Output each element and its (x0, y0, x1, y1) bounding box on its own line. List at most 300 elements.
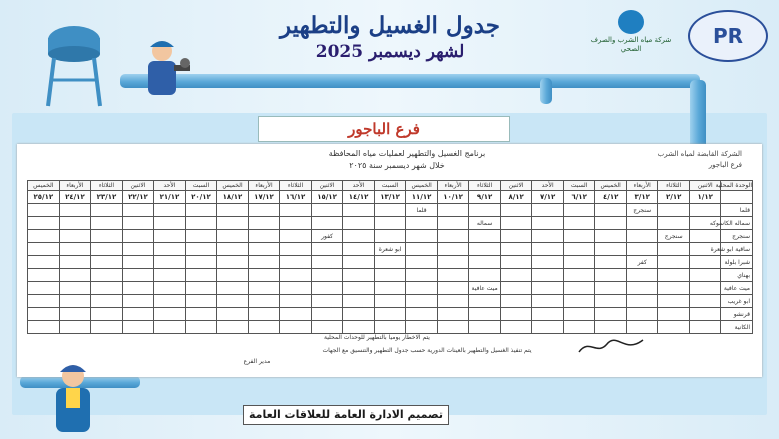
schedule-cell (343, 230, 375, 243)
schedule-cell (532, 256, 564, 269)
date-cell: ٢٥/١٢ (28, 191, 60, 204)
schedule-cell (658, 295, 690, 308)
schedule-cell (469, 243, 501, 256)
schedule-cell (532, 308, 564, 321)
area-cell: ابو غريب (721, 295, 753, 308)
schedule-cell (91, 243, 123, 256)
schedule-cell (217, 204, 249, 217)
pipe-drop (540, 78, 552, 104)
schedule-cell (280, 308, 312, 321)
area-cell: قرنشو (721, 308, 753, 321)
schedule-cell (374, 230, 406, 243)
schedule-cell (28, 204, 60, 217)
schedule-cell (343, 308, 375, 321)
date-cell: ١١/١٢ (406, 191, 438, 204)
schedule-cell (406, 217, 438, 230)
schedule-cell (563, 269, 595, 282)
schedule-cell (437, 295, 469, 308)
day-header: الثلاثاء (91, 181, 123, 191)
schedule-cell: سنجرج (658, 230, 690, 243)
schedule-cell (217, 282, 249, 295)
schedule-cell (626, 217, 658, 230)
area-cell: قلما (721, 204, 753, 217)
area-cell: بهناي (721, 269, 753, 282)
schedule-cell (248, 243, 280, 256)
schedule-cell (658, 321, 690, 334)
branch-name: فرع الباجور (258, 116, 510, 142)
area-cell: سماله الكاسوكه (721, 217, 753, 230)
schedule-cell (532, 204, 564, 217)
schedule-cell (59, 321, 91, 334)
date-cell: ١٨/١٢ (217, 191, 249, 204)
day-header: الاثنين (500, 181, 532, 191)
schedule-cell (658, 282, 690, 295)
schedule-cell (280, 295, 312, 308)
schedule-cell (59, 230, 91, 243)
schedule-cell (28, 308, 60, 321)
schedule-cell (500, 269, 532, 282)
schedule-cell (343, 243, 375, 256)
schedule-cell (595, 295, 627, 308)
water-tower-icon (42, 20, 112, 106)
schedule-cell (154, 282, 186, 295)
date-cell: ٢٢/١٢ (122, 191, 154, 204)
schedule-cell (280, 269, 312, 282)
schedule-cell (343, 256, 375, 269)
area-cell: ساقية ابو شعرة (721, 243, 753, 256)
schedule-cell (595, 269, 627, 282)
schedule-cell (689, 256, 721, 269)
schedule-cell (217, 243, 249, 256)
schedule-cell (154, 269, 186, 282)
schedule-cell (280, 243, 312, 256)
schedule-cell (689, 230, 721, 243)
schedule-cell (500, 321, 532, 334)
date-cell: ٦/١٢ (563, 191, 595, 204)
schedule-cell (91, 204, 123, 217)
schedule-cell (500, 308, 532, 321)
schedule-cell (280, 230, 312, 243)
table-row (28, 230, 753, 243)
schedule-cell (374, 308, 406, 321)
schedule-cell (595, 243, 627, 256)
schedule-cell (626, 282, 658, 295)
schedule-cell (343, 321, 375, 334)
plumber-worker-icon (136, 35, 194, 100)
day-header: الاثنين (689, 181, 721, 191)
day-header: الخميس (28, 181, 60, 191)
schedule-cell (658, 269, 690, 282)
schedule-cell (122, 217, 154, 230)
schedule-cell (217, 321, 249, 334)
schedule-cell (658, 204, 690, 217)
schedule-cell (374, 321, 406, 334)
schedule-cell (689, 295, 721, 308)
schedule-cell (28, 295, 60, 308)
schedule-cell (563, 282, 595, 295)
schedule-table (27, 180, 753, 334)
schedule-cell (154, 321, 186, 334)
table-row (28, 204, 753, 217)
schedule-cell (500, 217, 532, 230)
schedule-cell (248, 308, 280, 321)
schedule-cell (280, 282, 312, 295)
date-cell: ٢٠/١٢ (185, 191, 217, 204)
schedule-cell (59, 217, 91, 230)
schedule-cell (185, 230, 217, 243)
date-row-label (721, 191, 753, 204)
table-row (28, 243, 753, 256)
schedule-cell (532, 282, 564, 295)
water-company-logo (584, 10, 678, 58)
schedule-cell (500, 230, 532, 243)
schedule-cell (185, 217, 217, 230)
schedule-cell (248, 217, 280, 230)
schedule-cell (532, 295, 564, 308)
schedule-cell (532, 217, 564, 230)
schedule-cell (374, 204, 406, 217)
schedule-cell: سماله (469, 217, 501, 230)
schedule-document (17, 144, 762, 377)
schedule-cell (563, 321, 595, 334)
schedule-cell (626, 308, 658, 321)
schedule-cell (437, 217, 469, 230)
schedule-cell (406, 230, 438, 243)
schedule-cell (437, 230, 469, 243)
date-cell: ٩/١٢ (469, 191, 501, 204)
schedule-cell (437, 282, 469, 295)
schedule-cell (532, 243, 564, 256)
schedule-cell (406, 282, 438, 295)
schedule-cell (374, 256, 406, 269)
schedule-cell (406, 269, 438, 282)
schedule-cell (217, 230, 249, 243)
schedule-cell (59, 308, 91, 321)
doc-footer-line: يتم الاخطار يوميا بالتطهير للوحدات المحلية (324, 334, 430, 341)
date-row (28, 191, 753, 204)
schedule-cell (91, 308, 123, 321)
schedule-cell (28, 321, 60, 334)
schedule-cell (595, 282, 627, 295)
schedule-cell (248, 256, 280, 269)
schedule-cell (626, 243, 658, 256)
schedule-cell (469, 230, 501, 243)
day-header: الاثنين (122, 181, 154, 191)
design-credit: تصميم الادارة العامة للعلاقات العامة (243, 405, 449, 425)
schedule-cell (28, 269, 60, 282)
schedule-cell (280, 321, 312, 334)
schedule-cell: قلما (406, 204, 438, 217)
day-header: السبت (185, 181, 217, 191)
schedule-cell (154, 204, 186, 217)
area-cell: ميت عافية (721, 282, 753, 295)
table-row (28, 217, 753, 230)
table-row (28, 308, 753, 321)
schedule-cell (311, 217, 343, 230)
schedule-cell (689, 321, 721, 334)
schedule-cell (91, 256, 123, 269)
schedule-cell (248, 204, 280, 217)
schedule-cell (469, 256, 501, 269)
schedule-cell (658, 217, 690, 230)
schedule-cell (28, 217, 60, 230)
day-header: الأربعاء (626, 181, 658, 191)
day-header: الأربعاء (248, 181, 280, 191)
day-header: الثلاثاء (469, 181, 501, 191)
schedule-cell (122, 243, 154, 256)
date-cell: ١٧/١٢ (248, 191, 280, 204)
schedule-cell (437, 204, 469, 217)
schedule-cell (311, 321, 343, 334)
schedule-cell (563, 256, 595, 269)
schedule-cell (595, 217, 627, 230)
area-header: الوحدة المحلية (715, 182, 752, 189)
day-header: الأربعاء (437, 181, 469, 191)
table-row (28, 295, 753, 308)
day-header-row (28, 181, 753, 191)
schedule-cell (185, 295, 217, 308)
schedule-cell (185, 269, 217, 282)
schedule-cell (122, 269, 154, 282)
schedule-cell (154, 308, 186, 321)
schedule-cell: ميت عافية (469, 282, 501, 295)
schedule-cell (185, 243, 217, 256)
schedule-cell (217, 256, 249, 269)
schedule-cell (28, 282, 60, 295)
schedule-cell (343, 269, 375, 282)
date-cell: ٢٣/١٢ (91, 191, 123, 204)
page-title: جدول الغسيل والتطهير (279, 12, 501, 39)
schedule-cell (248, 295, 280, 308)
doc-corner-line1: الشركة القابضة لمياه الشرب (657, 150, 742, 158)
signature-icon (577, 334, 647, 358)
doc-subheading: خلال شهر ديسمبر سنة ٢٠٢٥ (349, 161, 445, 170)
schedule-cell (154, 295, 186, 308)
schedule-cell (59, 204, 91, 217)
schedule-cell (437, 256, 469, 269)
schedule-cell (689, 282, 721, 295)
schedule-cell (595, 204, 627, 217)
schedule-cell (469, 295, 501, 308)
schedule-cell (122, 256, 154, 269)
schedule-cell (343, 204, 375, 217)
area-cell: الكانية (721, 321, 753, 334)
schedule-cell (185, 308, 217, 321)
schedule-cell (311, 243, 343, 256)
schedule-cell (185, 282, 217, 295)
schedule-cell (469, 321, 501, 334)
schedule-cell (626, 321, 658, 334)
schedule-cell (28, 230, 60, 243)
schedule-cell (563, 308, 595, 321)
schedule-cell (311, 282, 343, 295)
schedule-cell (311, 204, 343, 217)
date-cell: ٨/١٢ (500, 191, 532, 204)
table-row (28, 321, 753, 334)
schedule-cell: ابو شعرة (374, 243, 406, 256)
schedule-cell (59, 295, 91, 308)
day-header: السبت (374, 181, 406, 191)
schedule-cell (437, 321, 469, 334)
schedule-cell (626, 295, 658, 308)
water-drop-icon (618, 10, 644, 34)
date-cell: ١/١٢ (689, 191, 721, 204)
day-header: الأحد (154, 181, 186, 191)
schedule-cell (500, 282, 532, 295)
schedule-cell (154, 230, 186, 243)
schedule-cell (532, 230, 564, 243)
table-row (28, 282, 753, 295)
schedule-cell (343, 282, 375, 295)
schedule-cell (311, 269, 343, 282)
schedule-cell (59, 269, 91, 282)
date-cell: ١٥/١٢ (311, 191, 343, 204)
schedule-cell (374, 295, 406, 308)
schedule-cell (91, 295, 123, 308)
schedule-cell (563, 217, 595, 230)
technician-worker-icon (40, 358, 106, 438)
schedule-cell (91, 282, 123, 295)
schedule-cell (217, 308, 249, 321)
schedule-cell (248, 269, 280, 282)
schedule-cell (154, 217, 186, 230)
schedule-cell (280, 204, 312, 217)
company-logo (688, 10, 768, 62)
schedule-cell (595, 256, 627, 269)
schedule-cell (185, 321, 217, 334)
schedule-cell (658, 308, 690, 321)
schedule-cell (563, 230, 595, 243)
schedule-cell (563, 204, 595, 217)
schedule-cell (59, 256, 91, 269)
schedule-cell (563, 243, 595, 256)
schedule-cell (595, 230, 627, 243)
date-cell: ٢٤/١٢ (59, 191, 91, 204)
schedule-cell: سنجرج (626, 204, 658, 217)
schedule-cell (469, 204, 501, 217)
schedule-cell (406, 295, 438, 308)
schedule-cell (532, 269, 564, 282)
day-header: الخميس (406, 181, 438, 191)
schedule-cell (406, 256, 438, 269)
schedule-cell (122, 295, 154, 308)
schedule-cell (28, 256, 60, 269)
schedule-cell (91, 217, 123, 230)
schedule-cell (122, 230, 154, 243)
day-header: الثلاثاء (658, 181, 690, 191)
day-header: الخميس (217, 181, 249, 191)
schedule-cell: كفور (311, 230, 343, 243)
schedule-cell: كفر (626, 256, 658, 269)
schedule-cell (122, 204, 154, 217)
schedule-cell (595, 321, 627, 334)
table-row (28, 256, 753, 269)
schedule-cell (500, 295, 532, 308)
schedule-cell (122, 282, 154, 295)
day-header: السبت (563, 181, 595, 191)
schedule-cell (500, 204, 532, 217)
schedule-cell (500, 243, 532, 256)
schedule-cell (248, 230, 280, 243)
schedule-cell (626, 230, 658, 243)
pipe-right (690, 80, 706, 150)
date-cell: ٢/١٢ (658, 191, 690, 204)
schedule-cell (626, 269, 658, 282)
schedule-cell (217, 217, 249, 230)
schedule-cell (374, 217, 406, 230)
doc-note-line: يتم تنفيذ الغسيل والتطهير بالعينات الدورية حسب جدول التطهير والتنسيق مع الجهات (322, 347, 532, 354)
schedule-cell (595, 308, 627, 321)
schedule-cell (563, 295, 595, 308)
doc-heading: برنامج الغسيل والتطهير لعمليات مياه المحافظة (328, 149, 486, 158)
schedule-cell (154, 243, 186, 256)
schedule-cell (185, 256, 217, 269)
schedule-cell (532, 321, 564, 334)
schedule-cell (374, 282, 406, 295)
area-cell: سنجرج (721, 230, 753, 243)
schedule-cell (154, 256, 186, 269)
date-cell: ٤/١٢ (595, 191, 627, 204)
schedule-cell (185, 204, 217, 217)
logo-text: PR (712, 24, 744, 48)
date-cell: ٢١/١٢ (154, 191, 186, 204)
schedule-cell (248, 282, 280, 295)
date-cell: ١٤/١٢ (343, 191, 375, 204)
schedule-cell (311, 256, 343, 269)
day-header: الخميس (595, 181, 627, 191)
schedule-cell (406, 321, 438, 334)
schedule-cell (437, 308, 469, 321)
schedule-cell (406, 243, 438, 256)
day-header: الأحد (532, 181, 564, 191)
schedule-cell (280, 217, 312, 230)
date-cell: ١٦/١٢ (280, 191, 312, 204)
schedule-cell (500, 256, 532, 269)
doc-signature-label: مدير الفرع (243, 358, 271, 365)
date-cell: ٧/١٢ (532, 191, 564, 204)
schedule-cell (122, 321, 154, 334)
schedule-cell (689, 269, 721, 282)
logo2-text: شركة مياه الشرب والصرف الصحي (590, 36, 672, 53)
schedule-cell (59, 282, 91, 295)
schedule-cell (217, 295, 249, 308)
day-header: الثلاثاء (280, 181, 312, 191)
schedule-cell (469, 269, 501, 282)
schedule-cell (91, 321, 123, 334)
schedule-cell (59, 243, 91, 256)
schedule-cell (437, 269, 469, 282)
schedule-cell (689, 308, 721, 321)
schedule-cell (91, 230, 123, 243)
pipe-top (120, 74, 700, 88)
schedule-cell (122, 308, 154, 321)
schedule-cell (374, 269, 406, 282)
schedule-cell (248, 321, 280, 334)
schedule-cell (343, 217, 375, 230)
schedule-cell (658, 256, 690, 269)
page-subtitle: لشهر ديسمبر 2025 (315, 42, 465, 62)
schedule-cell (469, 308, 501, 321)
area-cell: شبرا بلولة (721, 256, 753, 269)
date-cell: ١٠/١٢ (437, 191, 469, 204)
schedule-cell (311, 295, 343, 308)
schedule-cell (689, 204, 721, 217)
schedule-cell (406, 308, 438, 321)
schedule-cell (343, 295, 375, 308)
doc-corner-line2: فرع الباجور (708, 161, 742, 169)
schedule-cell (217, 269, 249, 282)
date-cell: ٣/١٢ (626, 191, 658, 204)
